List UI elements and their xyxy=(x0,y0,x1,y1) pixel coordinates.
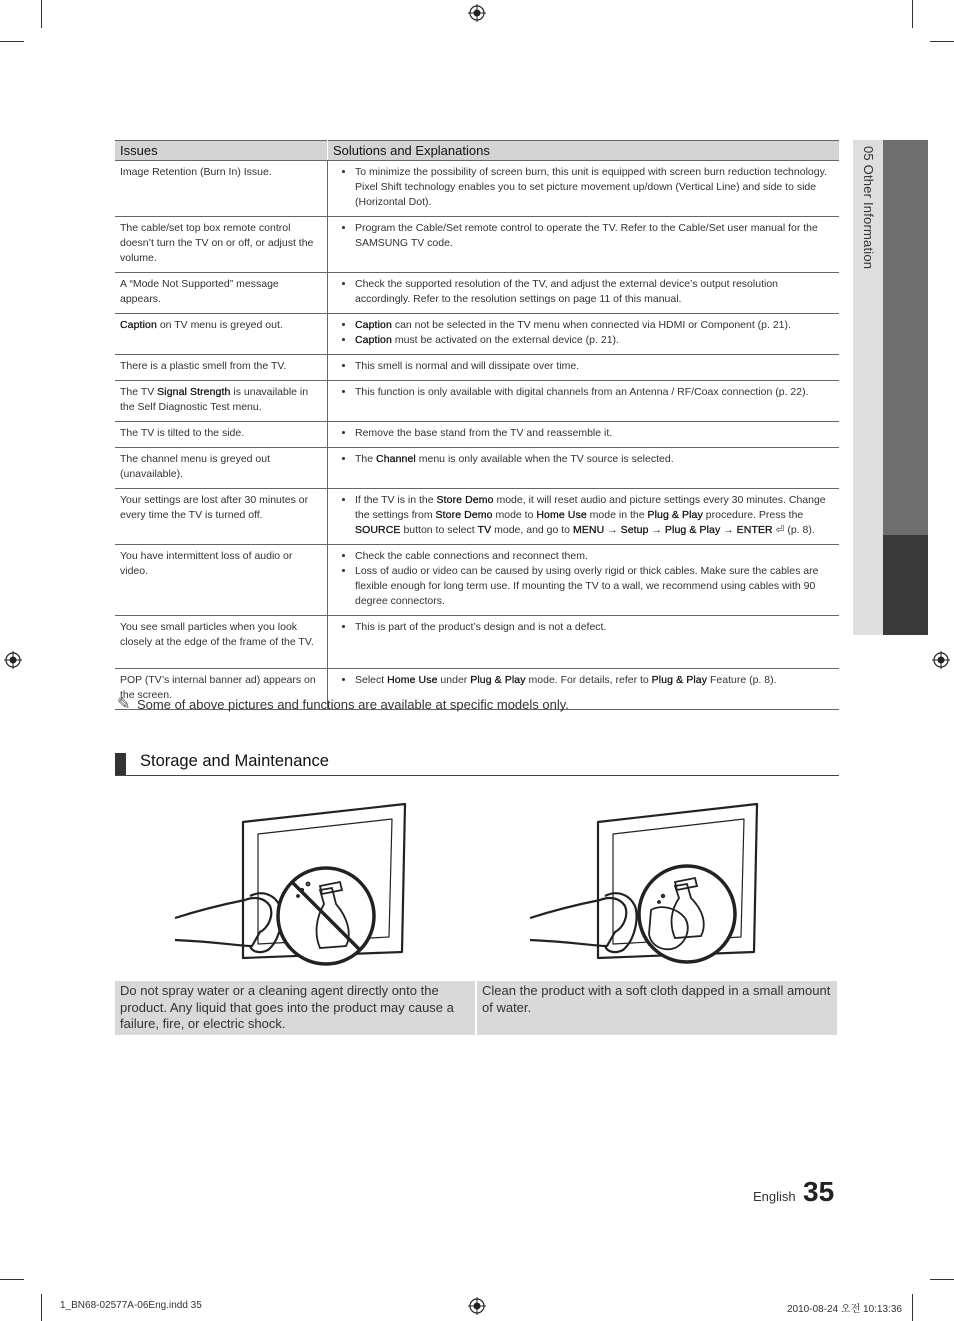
solution-text: mode to xyxy=(492,509,537,521)
solution-list xyxy=(333,318,834,348)
solution-text: Loss of audio or video can be caused by using overly rigid or thick cables. Make sure the cables are flexible enough for long term use. If mounting the TV to a wall, we recommend using cables with 90 degree connectors. xyxy=(355,565,819,607)
solution-text: Program the Cable/Set remote control to operate the TV. Refer to the Cable/Set user manual for the SAMSUNG TV code. xyxy=(355,222,818,249)
cloth-cleaning-illustration xyxy=(525,800,805,970)
issue-text: Your settings are lost after 30 minutes or every time the TV is turned off. xyxy=(120,494,309,521)
issue-cell xyxy=(115,545,328,616)
solution-text: Setup xyxy=(620,524,649,536)
solution-text: mode, and go to xyxy=(491,524,573,536)
section-heading xyxy=(115,751,839,776)
note xyxy=(117,694,569,714)
solution-item xyxy=(355,452,834,467)
solution-text: Check the supported resolution of the TV, and adjust the external device’s output resolution accordingly. Refer to the resolution settings on page 11 of this manual. xyxy=(355,278,778,305)
solution-cell xyxy=(328,448,840,489)
solution-text: Caption xyxy=(355,319,392,331)
table-row xyxy=(115,161,839,217)
solution-text: Remove the base stand from the TV and reassemble it. xyxy=(355,427,613,439)
solution-text: under xyxy=(437,674,471,686)
issue-cell xyxy=(115,161,328,217)
issue-cell xyxy=(115,489,328,545)
solution-text: menu is only available when the TV source is selected. xyxy=(415,453,674,465)
solution-list xyxy=(333,426,834,441)
solution-text: mode, it will reset audio and picture settings every 30 minutes. Change the settings from xyxy=(355,494,826,521)
solution-text: → xyxy=(604,524,621,536)
solution-cell xyxy=(328,161,840,217)
crop-mark xyxy=(912,0,913,28)
solution-text: mode in the xyxy=(586,509,648,521)
issue-cell xyxy=(115,448,328,489)
issue-text: A “Mode Not Supported” message appears. xyxy=(120,278,279,305)
chapter-tab-dark xyxy=(883,140,928,535)
issue-cell xyxy=(115,314,328,355)
issue-text: There is a plastic smell from the TV. xyxy=(120,360,287,372)
section-bar xyxy=(115,753,126,775)
solution-list xyxy=(333,385,834,400)
crop-mark xyxy=(912,1294,913,1321)
solution-cell xyxy=(328,355,840,381)
solution-list xyxy=(333,221,834,251)
footer-language: English xyxy=(753,1189,796,1204)
solution-text: → xyxy=(648,524,665,536)
issue-text: You have intermittent loss of audio or video. xyxy=(120,550,293,577)
solution-item xyxy=(355,549,834,564)
solution-list xyxy=(333,277,834,307)
solution-item xyxy=(355,277,834,307)
issue-cell xyxy=(115,273,328,314)
solution-text: ENTER xyxy=(736,524,773,536)
solution-item xyxy=(355,318,834,333)
solution-text: If the TV is in the xyxy=(355,494,437,506)
solution-list xyxy=(333,673,834,688)
solution-list xyxy=(333,359,834,374)
chapter-tab-marker xyxy=(883,535,928,635)
crop-mark xyxy=(0,41,24,42)
issue-cell xyxy=(115,355,328,381)
registration-mark-icon xyxy=(4,651,22,669)
solution-item xyxy=(355,493,834,538)
table-row xyxy=(115,381,839,422)
caption-instruction: Clean the product with a soft cloth dapped in a small amount of water. xyxy=(477,981,837,1035)
table-row xyxy=(115,217,839,273)
issue-text: Image Retention (Burn In) Issue. xyxy=(120,166,272,178)
solution-text: Home Use xyxy=(536,509,587,521)
solution-text: Plug & Play xyxy=(470,674,526,686)
solution-list xyxy=(333,620,834,635)
table-row xyxy=(115,545,839,616)
imprint-timestamp: 2010-08-24 오전 10:13:36 xyxy=(787,1304,902,1315)
solution-text: button to select xyxy=(400,524,478,536)
caption-warning: Do not spray water or a cleaning agent directly onto the product. Any liquid that goes into the product may cause a failure, fire, or electric shock. xyxy=(115,981,475,1035)
crop-mark xyxy=(930,41,954,42)
table-row xyxy=(115,616,839,669)
solution-text: Check the cable connections and reconnect them. xyxy=(355,550,588,562)
solution-text: Store Demo xyxy=(435,509,493,521)
solution-text: Feature (p. 8). xyxy=(707,674,777,686)
registration-mark-icon xyxy=(932,651,950,669)
issue-text: POP (TV’s internal banner ad) appears on the screen. xyxy=(120,674,316,701)
table-row xyxy=(115,273,839,314)
issue-text: The cable/set top box remote control doesn’t turn the TV on or off, or adjust the volume. xyxy=(120,222,314,264)
troubleshooting-table xyxy=(115,140,839,710)
registration-mark-icon xyxy=(468,1297,486,1315)
solution-text: Plug & Play xyxy=(651,674,708,686)
solution-item xyxy=(355,165,834,210)
solution-item xyxy=(355,333,834,348)
crop-mark xyxy=(41,1294,42,1321)
solution-text: ⏎ (p. 8). xyxy=(772,524,815,536)
solution-cell xyxy=(328,217,840,273)
table-row xyxy=(115,422,839,448)
issue-cell xyxy=(115,381,328,422)
issue-text: The channel menu is greyed out (unavailable). xyxy=(120,453,271,480)
solution-text: Caption xyxy=(355,334,392,346)
chapter-label: 05 Other Information xyxy=(861,146,876,270)
issue-text: Signal Strength xyxy=(157,386,231,398)
solution-text: must be activated on the external device (p. 21). xyxy=(391,334,619,346)
solution-list xyxy=(333,493,834,538)
pencil-note-icon: ✎ xyxy=(117,696,131,713)
table-header-row xyxy=(115,141,839,161)
table-row xyxy=(115,355,839,381)
solution-text: Select xyxy=(355,674,388,686)
issue-cell xyxy=(115,616,328,669)
solution-list xyxy=(333,165,834,210)
solution-cell xyxy=(328,314,840,355)
solution-item xyxy=(355,673,834,688)
issue-text: on TV menu is greyed out. xyxy=(156,319,283,331)
solution-text: Home Use xyxy=(387,674,438,686)
solution-text: MENU xyxy=(572,524,605,536)
solution-text: This smell is normal and will dissipate over time. xyxy=(355,360,580,372)
solution-text: To minimize the possibility of screen burn, this unit is equipped with screen burn reduction technology. Pixel Shift technology enables you to set picture movement up/down (Vertical Line) and side to side (Horizontal Dot). xyxy=(355,166,827,208)
imprint-file: 1_BN68-02577A-06Eng.indd 35 xyxy=(60,1300,202,1311)
solution-text: Store Demo xyxy=(436,494,494,506)
issue-text: Caption xyxy=(120,319,157,331)
solution-item xyxy=(355,426,834,441)
issue-cell xyxy=(115,217,328,273)
solution-cell xyxy=(328,616,840,669)
solution-text: This is part of the product’s design and is not a defect. xyxy=(355,621,607,633)
table-body xyxy=(115,161,839,710)
solution-text: mode. For details, refer to xyxy=(525,674,652,686)
column-header-solutions: Solutions and Explanations xyxy=(328,141,840,161)
solution-text: Channel xyxy=(376,453,416,465)
crop-mark xyxy=(930,1279,954,1280)
solution-text: This function is only available with digital channels from an Antenna / RF/Coax connection (p. 22). xyxy=(355,386,809,398)
solution-item xyxy=(355,564,834,609)
registration-mark-icon xyxy=(468,4,486,22)
issue-text: is unavailable in the Self Diagnostic Test menu. xyxy=(120,386,309,413)
solution-text: can not be selected in the TV menu when connected via HDMI or Component (p. 21). xyxy=(391,319,791,331)
column-header-issues: Issues xyxy=(115,141,328,161)
issue-cell xyxy=(115,422,328,448)
solution-text: → xyxy=(720,524,737,536)
solution-cell xyxy=(328,545,840,616)
table-row xyxy=(115,489,839,545)
issue-text: The TV is tilted to the side. xyxy=(120,427,245,439)
no-spray-illustration xyxy=(170,800,450,970)
solution-text: SOURCE xyxy=(355,524,401,536)
solution-cell xyxy=(328,422,840,448)
solution-text: procedure. Press the xyxy=(702,509,804,521)
section-title: Storage and Maintenance xyxy=(140,752,329,770)
solution-cell xyxy=(328,273,840,314)
note-text: Some of above pictures and functions are available at specific models only. xyxy=(137,697,569,712)
solution-list xyxy=(333,452,834,467)
solution-item xyxy=(355,359,834,374)
solution-list xyxy=(333,549,834,609)
solution-text: TV xyxy=(477,524,492,536)
solution-text: Plug & Play xyxy=(647,509,703,521)
table-row xyxy=(115,448,839,489)
solution-item xyxy=(355,385,834,400)
solution-cell xyxy=(328,489,840,545)
solution-item xyxy=(355,620,834,635)
solution-item xyxy=(355,221,834,251)
page-number: 35 xyxy=(803,1176,835,1207)
solution-text: The xyxy=(355,453,377,465)
crop-mark xyxy=(41,0,42,28)
solution-text: Plug & Play xyxy=(664,524,721,536)
crop-mark xyxy=(0,1279,24,1280)
issue-text: The TV xyxy=(120,386,158,398)
solution-cell xyxy=(328,381,840,422)
issue-text: You see small particles when you look closely at the edge of the frame of the TV. xyxy=(120,621,314,648)
table-row xyxy=(115,314,839,355)
